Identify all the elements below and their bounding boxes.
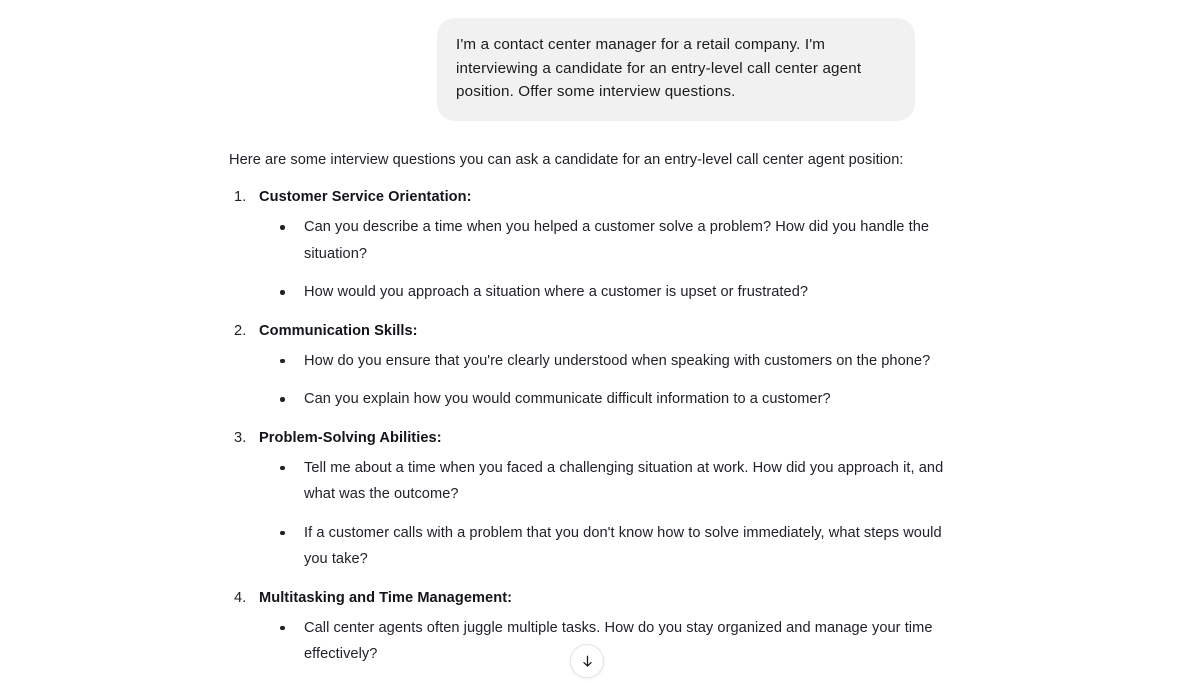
question-section (229, 184, 949, 306)
section-question-list (259, 455, 949, 573)
list-item: Tell me about a time when you faced a challenging situation at work. How did you approach it, and what was the outcome? (274, 455, 949, 508)
question-section (229, 425, 949, 573)
question-section (229, 318, 949, 413)
arrow-down-icon (580, 654, 595, 669)
user-message-row (0, 18, 1200, 121)
section-heading: Communication Skills: (259, 322, 418, 339)
assistant-intro-text: Here are some interview questions you can ask a candidate for an entry-level call center agent position: (229, 152, 904, 168)
list-item: Can you explain how you would communicate difficult information to a customer? (274, 386, 949, 413)
section-question-list (259, 348, 949, 413)
assistant-message (229, 148, 949, 680)
list-item: Call center agents often juggle multiple tasks. How do you stay organized and manage your time effectively? (274, 615, 949, 668)
section-heading: Multitasking and Time Management: (259, 589, 513, 606)
section-question-list (259, 615, 949, 668)
section-question-list (259, 214, 949, 306)
user-message-bubble: I'm a contact center manager for a retail company. I'm interviewing a candidate for an entry-level call center agent position. Offer some interview questions. (437, 18, 915, 121)
list-item: If a customer calls with a problem that you don't know how to solve immediately, what steps would you take? (274, 520, 949, 573)
scroll-to-bottom-button[interactable] (570, 644, 604, 678)
list-item: Can you describe a time when you helped a customer solve a problem? How did you handle the situation? (274, 214, 949, 267)
section-heading: Customer Service Orientation: (259, 189, 472, 205)
interview-question-sections (229, 184, 949, 668)
list-item: How do you ensure that you're clearly understood when speaking with customers on the phone? (274, 348, 949, 375)
section-heading: Problem-Solving Abilities: (259, 429, 442, 446)
list-item: How would you approach a situation where a customer is upset or frustrated? (274, 279, 949, 306)
